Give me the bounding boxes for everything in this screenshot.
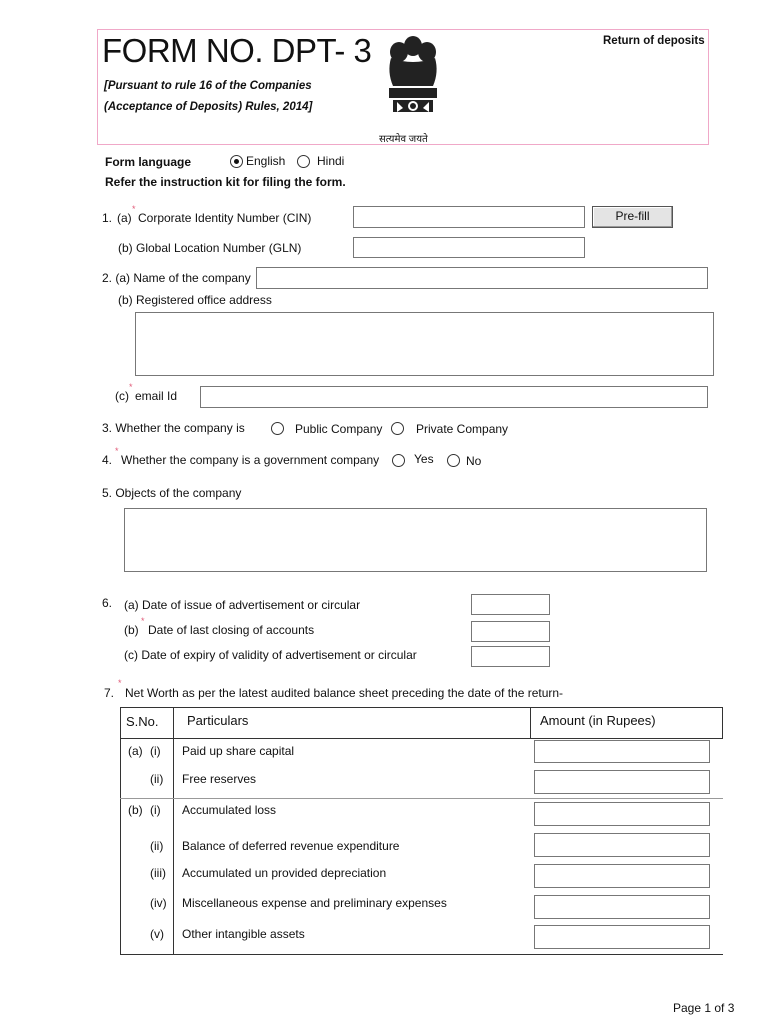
row-sub: (v) [150, 927, 164, 941]
row-particular: Free reserves [182, 772, 257, 786]
q1-number: 1. [102, 211, 113, 225]
advertisement-expiry-date-label: (c) Date of expiry of validity of advertisement or circular [124, 648, 417, 662]
net-worth-table [120, 707, 723, 955]
email-prefix: (c) [115, 389, 129, 403]
form-subtitle-line2: (Acceptance of Deposits) Rules, 2014] [104, 101, 313, 113]
q1a-prefix: (a) [117, 211, 132, 225]
table-column-divider [530, 707, 531, 738]
table-border-left [120, 707, 121, 955]
row-sub: (i) [150, 744, 161, 758]
cin-label: Corporate Identity Number (CIN) [138, 211, 312, 225]
q6b-prefix: (b) [124, 623, 139, 637]
instruction-text: Refer the instruction kit for filing the form. [105, 175, 346, 189]
table-header-divider [120, 738, 723, 739]
misc-expense-amount-input[interactable] [534, 895, 710, 919]
row-sub: (iv) [150, 896, 167, 910]
unprovided-depreciation-amount-input[interactable] [534, 864, 710, 888]
row-particular: Paid up share capital [182, 744, 295, 758]
paid-up-capital-amount-input[interactable] [534, 740, 710, 763]
public-company-radio[interactable] [271, 422, 284, 435]
email-label: email Id [135, 389, 178, 403]
gln-input[interactable] [353, 237, 585, 258]
header-amount: Amount (in Rupees) [540, 713, 656, 728]
language-english-radio[interactable] [230, 155, 243, 168]
public-company-label: Public Company [295, 422, 383, 436]
accounts-closing-date-label: Date of last closing of accounts [148, 623, 315, 637]
page-title: FORM NO. DPT- 3 [102, 32, 372, 69]
form-purpose: Return of deposits [603, 35, 705, 47]
row-particular: Balance of deferred revenue expenditure [182, 839, 400, 853]
government-yes-label: Yes [414, 452, 434, 466]
email-required-marker: * [129, 382, 133, 392]
office-address-textarea[interactable] [135, 312, 714, 376]
q6b-required-marker: * [141, 616, 145, 626]
company-objects-textarea[interactable] [124, 508, 707, 572]
q4-number: 4. [102, 453, 113, 467]
intangible-assets-amount-input[interactable] [534, 925, 710, 949]
accounts-closing-date-input[interactable] [471, 621, 550, 642]
company-type-label: 3. Whether the company is [102, 421, 245, 435]
row-particular: Accumulated loss [182, 803, 277, 817]
gln-label: (b) Global Location Number (GLN) [118, 241, 302, 255]
company-name-input[interactable] [256, 267, 708, 289]
email-input[interactable] [200, 386, 708, 408]
q4-required-marker: * [115, 446, 119, 456]
table-border-bottom [120, 954, 723, 955]
accumulated-loss-amount-input[interactable] [534, 802, 710, 826]
private-company-radio[interactable] [391, 422, 404, 435]
advertisement-issue-date-input[interactable] [471, 594, 550, 615]
prefill-button[interactable]: Pre-fill [592, 206, 673, 228]
row-divider [120, 798, 723, 799]
language-english-label: English [246, 154, 286, 168]
national-emblem-icon [383, 32, 443, 128]
q7-required-marker: * [118, 678, 122, 688]
cin-input[interactable] [353, 206, 585, 228]
row-particular: Other intangible assets [182, 927, 305, 941]
government-no-radio[interactable] [447, 454, 460, 467]
row-sub: (i) [150, 803, 161, 817]
company-name-label: 2. (a) Name of the company [102, 271, 251, 285]
advertisement-issue-date-label: (a) Date of issue of advertisement or circular [124, 598, 361, 612]
form-language-label: Form language [105, 155, 192, 169]
table-border-right [722, 707, 723, 738]
row-sub: (ii) [150, 772, 164, 786]
table-border-top [120, 707, 723, 708]
private-company-label: Private Company [416, 422, 509, 436]
row-particular: Miscellaneous expense and preliminary expenses [182, 896, 447, 910]
header-particulars: Particulars [187, 713, 249, 728]
page-number: Page 1 of 3 [673, 1001, 735, 1015]
office-address-label: (b) Registered office address [118, 293, 272, 307]
deferred-revenue-amount-input[interactable] [534, 833, 710, 857]
form-subtitle-line1: [Pursuant to rule 16 of the Companies [104, 80, 312, 92]
company-objects-label: 5. Objects of the company [102, 486, 242, 500]
row-group: (b) [128, 803, 143, 817]
q1a-required-marker: * [132, 204, 136, 214]
free-reserves-amount-input[interactable] [534, 770, 710, 794]
table-column-divider [173, 707, 174, 955]
q6-number: 6. [102, 596, 113, 610]
advertisement-expiry-date-input[interactable] [471, 646, 550, 667]
language-hindi-radio[interactable] [297, 155, 310, 168]
emblem-caption: सत्यमेव जयते [379, 134, 428, 145]
row-particular: Accumulated un provided depreciation [182, 866, 387, 880]
row-sub: (ii) [150, 839, 164, 853]
government-company-label: Whether the company is a government company [121, 453, 380, 467]
government-no-label: No [466, 454, 482, 468]
row-group: (a) [128, 744, 143, 758]
language-hindi-label: Hindi [317, 154, 345, 168]
row-sub: (iii) [150, 866, 166, 880]
government-yes-radio[interactable] [392, 454, 405, 467]
q7-number: 7. [104, 686, 115, 700]
header-sno: S.No. [126, 714, 159, 729]
net-worth-label: Net Worth as per the latest audited balance sheet preceding the date of the return- [125, 686, 564, 700]
